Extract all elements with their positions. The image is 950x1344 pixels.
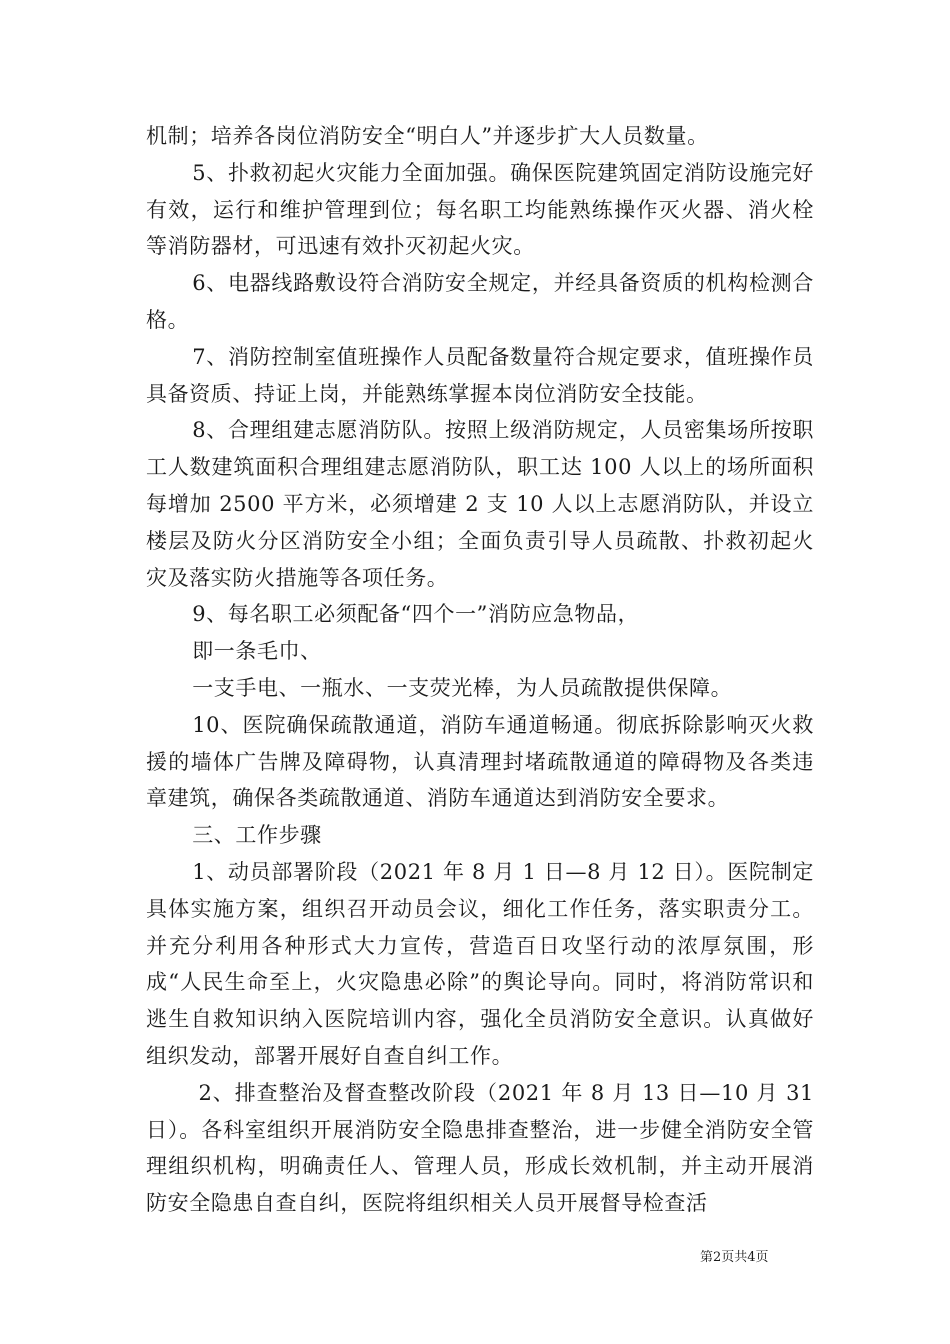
document-body [146,118,814,1222]
section-heading: 三、工作步骤 [192,823,322,848]
paragraph: 6、电器线路敷设符合消防安全规定，并经具备资质的机构检测合格。 [146,271,814,332]
page-footer: 第2页共4页 [700,1250,769,1265]
paragraph: 即一条毛巾、 [192,639,322,664]
paragraph: 7、消防控制室值班操作人员配备数量符合规定要求，值班操作员具备资质、持证上岗，并能熟练掌握本岗位消防安全技能。 [146,344,814,406]
paragraph: 5、扑救初起火灾能力全面加强。确保医院建筑固定消防设施完好有效，运行和维护管理到位；每名职工均能熟练操作灭火器、消火栓等消防器材，可迅速有效扑灭初起火灾。 [146,160,814,259]
paragraph: 一支手电、一瓶水、一支荧光棒，为人员疏散提供保障。 [192,675,733,700]
paragraph: 1、动员部署阶段（2021 年 8 月 1 日—8 月 12 日）。医院制定具体实施方案，组织召开动员会议，细化工作任务，落实职责分工。并充分利用各种形式大力宣传，营造百日攻坚行动的浓厚氛围，形成“人民生命至上，火灾隐患必除”的舆论导向。同时，将消防常识和逃生自救知识纳入医院培训内容，强化全员消防安全意识。认真做好组织发动，部署开展好自查自纠工作。 [146,859,814,1068]
paragraph: 机制；培养各岗位消防安全“明白人”并逐步扩大人员数量。 [146,124,709,148]
paragraph: 8、合理组建志愿消防队。按照上级消防规定，人员密集场所按职工人数建筑面积合理组建志愿消防队，职工达 100 人以上的场所面积每增加 2500 平方米，必须增建 2 支 10 人以上志愿消防队，并设立楼层及防火分区消防安全小组；全面负责引导人员疏散、扑救初起火灾及落实防火措施等各项任务。 [146,418,814,590]
paragraph: 2、排查整治及督查整改阶段（2021 年 8 月 13 日—10 月 31 日）。各科室组织开展消防安全隐患排查整治，进一步健全消防安全管理组织机构，明确责任人、管理人员，形成长效机制，并主动开展消防安全隐患自查自纠，医院将组织相关人员开展督导检查活 [146,1080,814,1216]
paragraph: 9、每名职工必须配备“四个一”消防应急物品， [192,602,640,627]
paragraph: 10、医院确保疏散通道，消防车通道畅通。彻底拆除影响灭火救援的墙体广告牌及障碍物，认真清理封堵疏散通道的障碍物及各类违章建筑，确保各类疏散通道、消防车通道达到消防安全要求。 [146,712,814,811]
